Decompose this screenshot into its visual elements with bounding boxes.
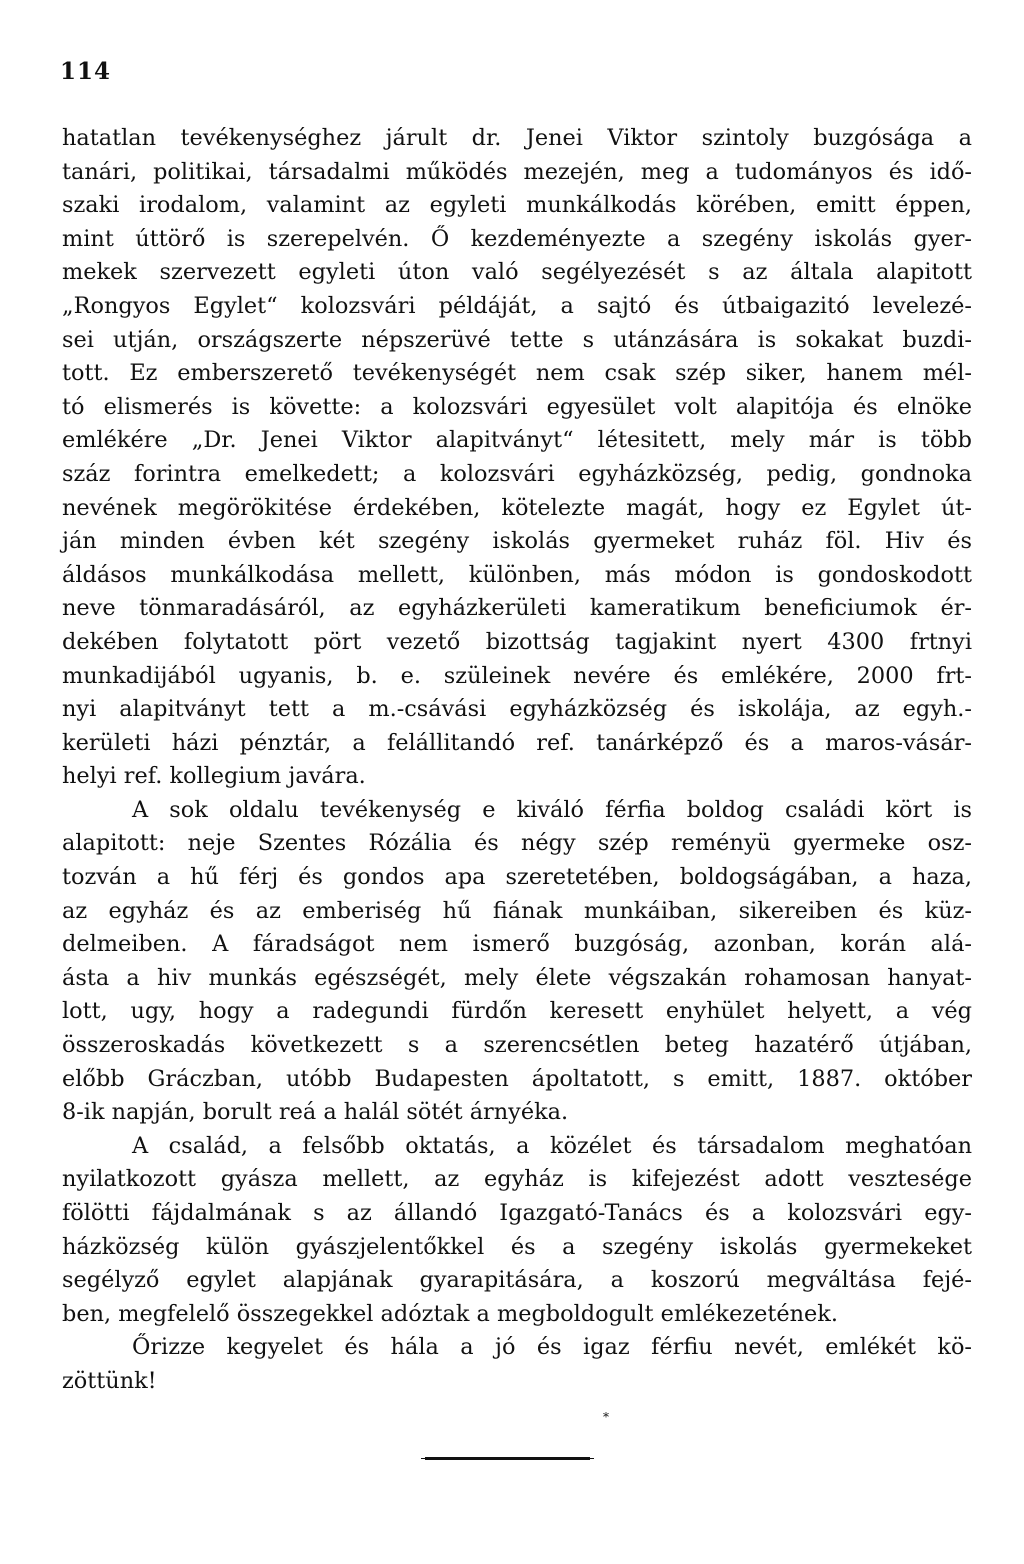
paragraph-start-line: A család, a felsőbb oktatás, a közélet és társadalom meghatóan xyxy=(132,1132,972,1159)
text-line: tanári, politikai, társadalmi működés mezején, meg a tudományos és idő- xyxy=(62,158,972,185)
text-line: nevének megörökitése érdekében, kötelezte magát, hogy ez Egylet út- xyxy=(62,494,972,521)
text-line: tó elismerés is követte: a kolozsvári egyesület volt alapitója és elnöke xyxy=(62,393,972,420)
text-line: alapitott: neje Szentes Rózália és négy szép reményü gyermeke osz- xyxy=(62,830,972,857)
section-divider-rule xyxy=(425,1457,590,1460)
text-line: az egyház és az emberiség hű fiának munkáiban, sikereiben és küz- xyxy=(62,897,972,924)
page-number: 114 xyxy=(60,58,112,85)
text-line: összeroskadás következett s a szerencsétlen beteg hazatérő útjában, xyxy=(62,1032,972,1059)
text-line: fölötti fájdalmának s az állandó Igazgató-Tanács és a kolozsvári egy- xyxy=(62,1200,972,1226)
text-line: neve tönmaradásáról, az egyházkerületi kameratikum beneficiumok ér- xyxy=(62,595,972,622)
text-line: szaki irodalom, valamint az egyleti munkálkodás körében, emitt éppen, xyxy=(62,192,972,219)
text-line: házközség külön gyászjelentőkkel és a szegény iskolás gyermekeket xyxy=(62,1233,972,1260)
text-line: emlékére „Dr. Jenei Viktor alapitványt“ létesitett, mely már is több xyxy=(62,427,972,454)
body-text xyxy=(62,122,972,1399)
text-line: ján minden évben két szegény iskolás gyermeket ruház föl. Hiv és xyxy=(62,528,972,555)
text-line: delmeiben. A fáradságot nem ismerő buzgóság, azonban, korán alá- xyxy=(62,931,972,958)
paragraph-end-line: helyi ref. kollegium javára. xyxy=(62,763,366,790)
text-line: tott. Ez emberszerető tevékenységét nem csak szép siker, hanem mél- xyxy=(62,360,972,387)
text-line: tozván a hű férj és gondos apa szeretetében, boldogságában, a haza, xyxy=(62,864,972,891)
text-line: sei utján, országszerte népszerüvé tette s utánzására is sokakat buzdi- xyxy=(62,326,972,353)
text-line: hatatlan tevékenységhez járult dr. Jenei Viktor szintoly buzgósága a xyxy=(62,125,972,151)
text-line: mint úttörő is szerepelvén. Ő kezdeményezte a szegény iskolás gyer- xyxy=(62,225,972,252)
text-line: lott, ugy, hogy a radegundi fürdőn keresett enyhület helyett, a vég xyxy=(62,998,972,1025)
text-line: kerületi házi pénztár, a felállitandó ref. tanárképző és a maros-vásár- xyxy=(62,729,972,756)
text-line: előbb Gráczban, utóbb Budapesten ápoltatott, s emitt, 1887. október xyxy=(62,1065,972,1092)
text-line: munkadijából ugyanis, b. e. szüleinek nevére és emlékére, 2000 frt- xyxy=(62,662,972,689)
text-line: „Rongyos Egylet“ kolozsvári példáját, a sajtó és útbaigazitó levelezé- xyxy=(62,292,972,319)
paragraph-end-line: 8-ik napján, borult reá a halál sötét árnyéka. xyxy=(62,1099,569,1126)
paragraph-start-line: Őrizze kegyelet és hála a jó és igaz férfiu nevét, emlékét kö- xyxy=(132,1334,972,1361)
paragraph-end-line: ben, megfelelő összegekkel adóztak a megboldogult emlékezetének. xyxy=(62,1300,838,1327)
text-line: áldásos munkálkodása mellett, különben, más módon is gondoskodott xyxy=(62,561,972,588)
text-line: nyilatkozott gyásza mellett, az egyház is kifejezést adott vesztesége xyxy=(62,1166,972,1193)
text-line: mekek szervezett egyleti úton való segélyezését s az általa alapitott xyxy=(62,259,972,286)
paragraph-start-line: A sok oldalu tevékenység e kiváló férfia boldog családi kört is xyxy=(132,796,972,823)
text-line: segélyző egylet alapjának gyarapitására, a koszorú megváltása fejé- xyxy=(62,1267,972,1294)
text-line: száz forintra emelkedett; a kolozsvári egyházközség, pedig, gondnoka xyxy=(62,460,972,487)
text-line: ásta a hiv munkás egészségét, mely élete végszakán rohamosan hanyat- xyxy=(62,964,972,991)
asterisk-mark: * xyxy=(603,1410,609,1424)
text-line: nyi alapitványt tett a m.-csávási egyházközség és iskolája, az egyh.- xyxy=(62,696,972,723)
text-line: dekében folytatott pört vezető bizottság tagjakint nyert 4300 frtnyi xyxy=(62,628,972,655)
paragraph-end-line: zöttünk! xyxy=(62,1367,157,1394)
